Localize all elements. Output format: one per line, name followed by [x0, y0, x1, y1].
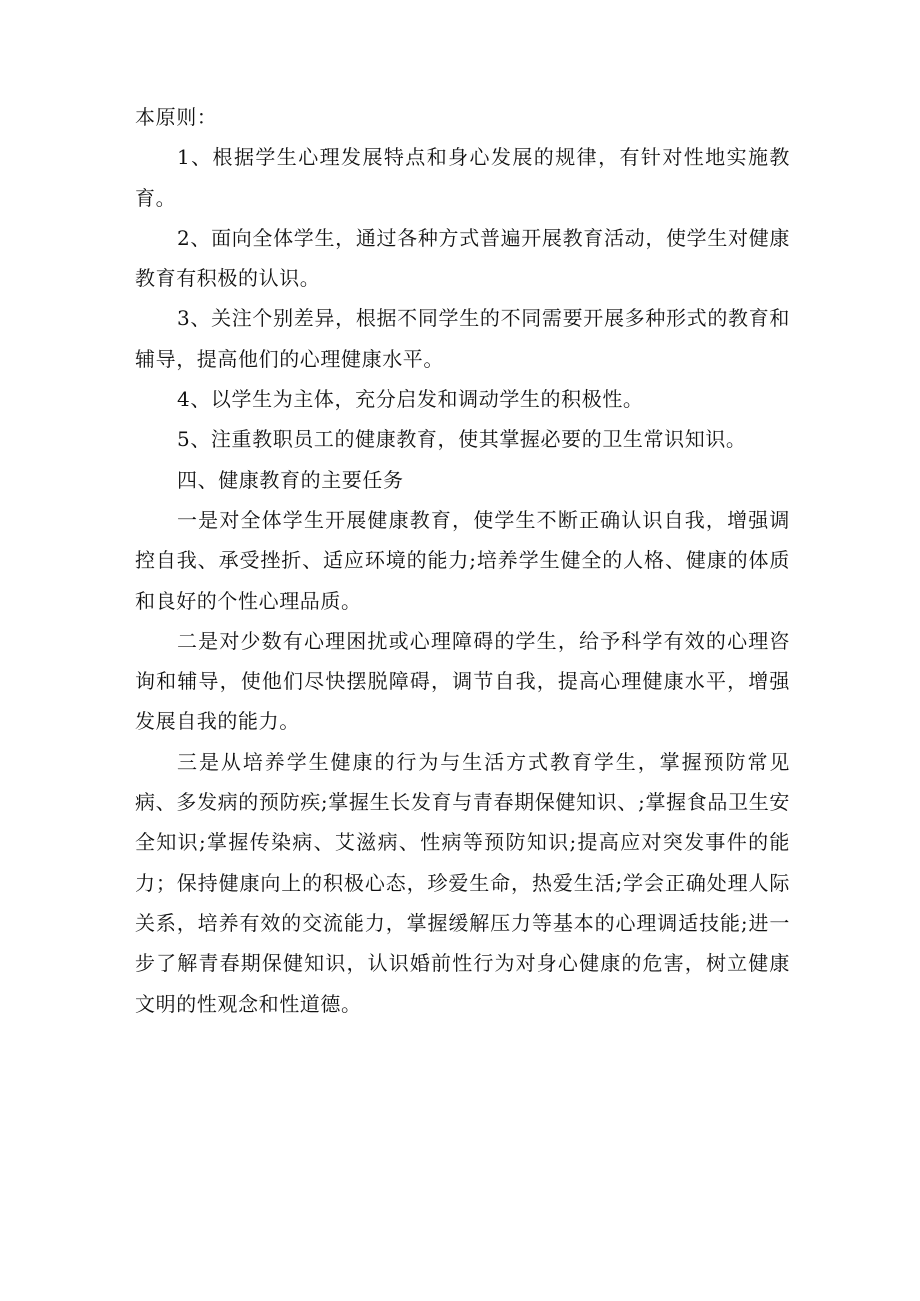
principle-2: 2、面向全体学生，通过各种方式普遍开展教育活动，使学生对健康教育有积极的认识。 [135, 225, 790, 291]
principle-5: 5、注重教职员工的健康教育，使其掌握必要的卫生常识知识。 [177, 427, 747, 452]
section-intro-line: 本原则： [135, 105, 218, 129]
principle-1: 1、根据学生心理发展特点和身心发展的规律，有针对性地实施教育。 [135, 145, 790, 210]
task-2: 二是对少数有心理困扰或心理障碍的学生，给予科学有效的心理咨询和辅导，使他们尽快摆脱障碍，调节自我，提高心理健康水平，增强发展自我的能力。 [135, 628, 790, 734]
principle-3: 3、关注个别差异，根据不同学生的不同需要开展多种形式的教育和辅导，提高他们的心理健康水平。 [135, 306, 790, 371]
task-3: 三是从培养学生健康的行为与生活方式教育学生，掌握预防常见病、多发病的预防疾;掌握生长发育与青春期保健知识、;掌握食品卫生安全知识;掌握传染病、艾滋病、性病等预防知识;提高应对突发事件的能力；保持健康向上的积极心态，珍爱生命，热爱生活;学会正确处理人际关系，培养有效的交流能力，掌握缓解压力等基本的心理调适技能;进一步了解青春期保健知识，认识婚前性行为对身心健康的危害，树立健康文明的性观念和性道德。 [135, 749, 790, 1016]
principle-4: 4、以学生为主体，充分启发和调动学生的积极性。 [177, 387, 644, 412]
task-1: 一是对全体学生开展健康教育，使学生不断正确认识自我，增强调控自我、承受挫折、适应环境的能力;培养学生健全的人格、健康的体质和良好的个性心理品质。 [135, 507, 790, 613]
document-page [135, 97, 790, 1024]
section-heading-tasks: 四、健康教育的主要任务 [177, 467, 404, 492]
